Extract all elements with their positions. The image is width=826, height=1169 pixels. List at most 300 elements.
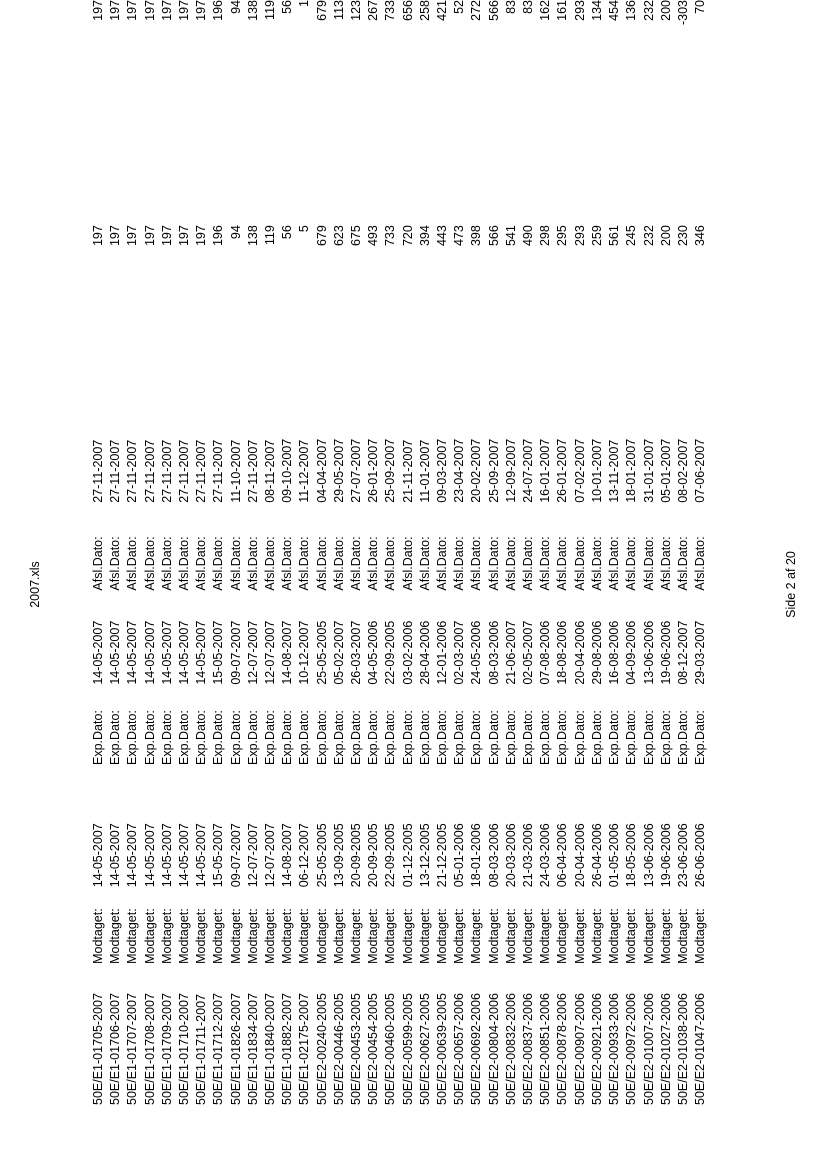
table-row	[520, 0, 537, 1105]
afsl-label: Afsl.Dato:	[675, 536, 690, 591]
received-label: Modtaget:	[538, 908, 553, 964]
afsl-label: Afsl.Dato:	[280, 536, 295, 591]
exp-date: 18-01-2006	[469, 823, 484, 888]
exp-date: 01-05-2006	[607, 823, 622, 888]
end-date: 09-10-2007	[280, 438, 295, 503]
afsl-label: Afsl.Dato:	[624, 536, 639, 591]
table-row	[365, 0, 382, 1105]
afsl-date: 29-03-2007	[693, 620, 708, 685]
exp-label: Exp.Dato:	[263, 710, 278, 766]
value-a: 679	[314, 225, 329, 247]
exp-label: Exp.Dato:	[331, 710, 346, 766]
case-number: 50E/E2-00599-2005	[400, 993, 415, 1105]
afsl-date: 07-08-2006	[538, 620, 553, 685]
exp-date: 06-12-2007	[297, 823, 312, 888]
exp-label: Exp.Dato:	[159, 710, 174, 766]
received-label: Modtaget:	[108, 908, 123, 964]
value-a: 119	[263, 225, 278, 246]
table-row	[193, 0, 210, 1105]
afsl-label: Afsl.Dato:	[142, 536, 157, 591]
received-label: Modtaget:	[658, 908, 673, 964]
exp-label: Exp.Dato:	[366, 710, 381, 766]
value-a: 493	[366, 225, 381, 247]
case-number: 50E/E2-00804-2006	[486, 993, 501, 1105]
received-label: Modtaget:	[572, 908, 587, 964]
table-row	[142, 0, 159, 1105]
afsl-date: 19-06-2006	[658, 620, 673, 685]
exp-label: Exp.Dato:	[314, 710, 329, 766]
afsl-date: 13-06-2006	[641, 620, 656, 685]
afsl-label: Afsl.Dato:	[177, 536, 192, 591]
exp-date: 13-12-2005	[417, 823, 432, 888]
value-b: 197	[91, 0, 105, 21]
case-number: 50E/E2-00878-2006	[555, 993, 570, 1105]
exp-label: Exp.Dato:	[693, 710, 708, 766]
exp-date: 14-05-2007	[194, 823, 209, 888]
end-date: 27-11-2007	[194, 439, 209, 503]
case-number: 50E/E2-00972-2006	[624, 993, 639, 1105]
value-a: 541	[503, 225, 518, 247]
end-date: 24-07-2007	[521, 438, 536, 503]
afsl-date: 14-08-2007	[280, 620, 295, 685]
value-b: 197	[125, 0, 140, 21]
table-row	[262, 0, 279, 1105]
end-date: 26-01-2007	[366, 438, 381, 503]
table-row	[623, 0, 640, 1105]
exp-label: Exp.Dato:	[417, 710, 432, 766]
exp-date: 21-03-2006	[521, 823, 536, 888]
table-row	[417, 0, 434, 1105]
exp-label: Exp.Dato:	[607, 710, 622, 766]
value-a: 5	[297, 225, 312, 233]
table-row	[589, 0, 606, 1105]
exp-label: Exp.Dato:	[538, 710, 553, 766]
afsl-label: Afsl.Dato:	[572, 536, 587, 591]
table-row	[331, 0, 348, 1105]
received-label: Modtaget:	[280, 908, 295, 964]
value-a: 197	[91, 225, 105, 247]
case-number: 50E/E2-00692-2006	[469, 993, 484, 1105]
exp-date: 13-06-2006	[641, 823, 656, 888]
table-row	[606, 0, 623, 1105]
case-number: 50E/E2-01007-2006	[641, 993, 656, 1105]
end-date: 27-11-2007	[211, 439, 226, 503]
afsl-label: Afsl.Dato:	[366, 536, 381, 591]
afsl-label: Afsl.Dato:	[91, 536, 105, 591]
value-a: 298	[538, 225, 553, 247]
end-date: 31-01-2007	[641, 438, 656, 503]
exp-date: 23-06-2006	[675, 823, 690, 888]
table-row	[554, 0, 571, 1105]
value-a: 720	[400, 225, 415, 247]
afsl-date: 14-05-2007	[142, 620, 157, 685]
end-date: 20-02-2007	[469, 438, 484, 503]
exp-label: Exp.Dato:	[349, 710, 364, 766]
afsl-date: 14-05-2007	[194, 620, 209, 685]
afsl-date: 14-05-2007	[125, 620, 140, 685]
afsl-date: 18-08-2006	[555, 620, 570, 685]
afsl-label: Afsl.Dato:	[693, 536, 708, 591]
end-date: 29-05-2007	[331, 438, 346, 503]
case-number: 50E/E1-01706-2007	[108, 993, 123, 1105]
value-b: 161	[555, 0, 570, 21]
afsl-label: Afsl.Dato:	[314, 536, 329, 591]
afsl-label: Afsl.Dato:	[400, 536, 415, 591]
value-a: 675	[349, 225, 364, 247]
value-b: 197	[142, 0, 157, 21]
table-row	[159, 0, 176, 1105]
table-row	[434, 0, 451, 1105]
table-row	[451, 0, 468, 1105]
exp-label: Exp.Dato:	[245, 710, 260, 766]
value-a: 232	[641, 225, 656, 247]
value-b: 83	[503, 0, 518, 14]
exp-date: 14-08-2007	[280, 823, 295, 888]
exp-label: Exp.Dato:	[555, 710, 570, 766]
received-label: Modtaget:	[177, 908, 192, 964]
table-row	[468, 0, 485, 1105]
received-label: Modtaget:	[383, 908, 398, 964]
table-row	[245, 0, 262, 1105]
end-date: 11-10-2007	[228, 439, 243, 503]
value-a: 230	[675, 225, 690, 247]
end-date: 12-09-2007	[503, 438, 518, 503]
exp-label: Exp.Dato:	[194, 710, 209, 766]
received-label: Modtaget:	[366, 908, 381, 964]
received-label: Modtaget:	[314, 908, 329, 964]
exp-date: 14-05-2007	[91, 823, 105, 888]
afsl-label: Afsl.Dato:	[194, 536, 209, 591]
afsl-date: 25-05-2005	[314, 620, 329, 685]
received-label: Modtaget:	[693, 908, 708, 964]
received-label: Modtaget:	[159, 908, 174, 964]
case-number: 50E/E2-00453-2005	[349, 993, 364, 1105]
afsl-label: Afsl.Dato:	[641, 536, 656, 591]
table-row	[400, 0, 417, 1105]
afsl-date: 22-09-2005	[383, 620, 398, 685]
afsl-date: 04-05-2006	[366, 620, 381, 685]
received-label: Modtaget:	[245, 908, 260, 964]
afsl-label: Afsl.Dato:	[297, 536, 312, 591]
afsl-date: 20-04-2006	[572, 620, 587, 685]
end-date: 26-01-2007	[555, 438, 570, 503]
end-date: 07-06-2007	[693, 438, 708, 503]
exp-date: 06-04-2006	[555, 823, 570, 888]
file-title: 2007.xls	[28, 561, 42, 608]
case-number: 50E/E2-01027-2006	[658, 993, 673, 1105]
afsl-label: Afsl.Dato:	[521, 536, 536, 591]
exp-date: 18-05-2006	[624, 823, 639, 888]
afsl-date: 10-12-2007	[297, 620, 312, 685]
exp-date: 13-09-2005	[331, 823, 346, 888]
value-b: 197	[108, 0, 123, 21]
afsl-date: 15-05-2007	[211, 620, 226, 685]
case-number: 50E/E1-02175-2007	[297, 993, 312, 1105]
value-b: 679	[314, 0, 329, 21]
value-b: 293	[572, 0, 587, 21]
exp-date: 08-03-2006	[486, 823, 501, 888]
case-table	[90, 0, 709, 1105]
end-date: 21-11-2007	[400, 439, 415, 503]
afsl-label: Afsl.Dato:	[589, 536, 604, 591]
value-b: 196	[211, 0, 226, 21]
end-date: 27-07-2007	[349, 438, 364, 503]
table-row	[176, 0, 193, 1105]
value-a: 346	[693, 225, 708, 247]
end-date: 18-01-2007	[624, 438, 639, 503]
value-b: -303	[675, 0, 690, 26]
afsl-label: Afsl.Dato:	[486, 536, 501, 591]
end-date: 27-11-2007	[177, 439, 192, 503]
afsl-date: 03-02-2006	[400, 620, 415, 685]
exp-date: 14-05-2007	[177, 823, 192, 888]
case-number: 50E/E2-00907-2006	[572, 993, 587, 1105]
received-label: Modtaget:	[589, 908, 604, 964]
value-a: 196	[211, 225, 226, 247]
value-a: 623	[331, 225, 346, 247]
case-number: 50E/E1-01840-2007	[263, 993, 278, 1105]
received-label: Modtaget:	[452, 908, 467, 964]
afsl-date: 12-07-2007	[263, 620, 278, 685]
value-a: 394	[417, 225, 432, 247]
end-date: 04-04-2007	[314, 438, 329, 503]
exp-label: Exp.Dato:	[177, 710, 192, 766]
case-number: 50E/E2-01038-2006	[675, 993, 690, 1105]
afsl-date: 04-09-2006	[624, 620, 639, 685]
value-a: 398	[469, 225, 484, 247]
value-b: 197	[159, 0, 174, 21]
value-b: 197	[194, 0, 209, 21]
exp-label: Exp.Dato:	[486, 710, 501, 766]
table-row	[124, 0, 141, 1105]
exp-date: 25-05-2005	[314, 823, 329, 888]
afsl-label: Afsl.Dato:	[349, 536, 364, 591]
table-row	[279, 0, 296, 1105]
end-date: 27-11-2007	[91, 439, 105, 503]
received-label: Modtaget:	[142, 908, 157, 964]
exp-label: Exp.Dato:	[675, 710, 690, 766]
value-b: 119	[263, 0, 278, 20]
exp-date: 20-03-2006	[503, 823, 518, 888]
afsl-label: Afsl.Dato:	[383, 536, 398, 591]
value-a: 197	[177, 225, 192, 247]
exp-label: Exp.Dato:	[211, 710, 226, 766]
value-b: 656	[400, 0, 415, 21]
table-row	[486, 0, 503, 1105]
afsl-date: 14-05-2007	[91, 620, 105, 685]
received-label: Modtaget:	[91, 908, 105, 964]
afsl-label: Afsl.Dato:	[469, 536, 484, 591]
value-a: 138	[245, 225, 260, 247]
case-number: 50E/E1-01711-2007	[194, 994, 209, 1105]
case-number: 50E/E1-01710-2007	[177, 993, 192, 1105]
end-date: 23-04-2007	[452, 438, 467, 503]
table-row	[641, 0, 658, 1105]
exp-label: Exp.Dato:	[297, 710, 312, 766]
case-number: 50E/E2-00851-2006	[538, 993, 553, 1105]
table-row	[537, 0, 554, 1105]
end-date: 27-11-2007	[125, 439, 140, 503]
value-b: 70	[693, 0, 708, 14]
value-a: 443	[435, 225, 450, 247]
end-date: 05-01-2007	[658, 438, 673, 503]
value-a: 295	[555, 225, 570, 247]
afsl-label: Afsl.Dato:	[228, 536, 243, 591]
received-label: Modtaget:	[349, 908, 364, 964]
table-row	[228, 0, 245, 1105]
afsl-label: Afsl.Dato:	[435, 536, 450, 591]
value-b: 232	[641, 0, 656, 21]
end-date: 27-11-2007	[159, 439, 174, 503]
table-row	[572, 0, 589, 1105]
exp-date: 14-05-2007	[108, 823, 123, 888]
value-a: 259	[589, 225, 604, 247]
exp-label: Exp.Dato:	[125, 710, 140, 766]
afsl-label: Afsl.Dato:	[245, 536, 260, 591]
value-b: 162	[538, 0, 553, 21]
value-b: 733	[383, 0, 398, 21]
table-row	[348, 0, 365, 1105]
case-number: 50E/E1-01709-2007	[159, 993, 174, 1105]
exp-label: Exp.Dato:	[521, 710, 536, 766]
afsl-label: Afsl.Dato:	[125, 536, 140, 591]
value-b: 113	[331, 0, 346, 20]
table-row	[107, 0, 124, 1105]
exp-date: 24-03-2006	[538, 823, 553, 888]
received-label: Modtaget:	[624, 908, 639, 964]
received-label: Modtaget:	[607, 908, 622, 964]
received-label: Modtaget:	[194, 908, 209, 964]
value-b: 200	[658, 0, 673, 21]
exp-date: 09-07-2007	[228, 823, 243, 888]
value-a: 94	[228, 225, 243, 240]
afsl-date: 12-01-2006	[435, 620, 450, 685]
case-number: 50E/E2-00446-2005	[331, 993, 346, 1105]
afsl-date: 12-07-2007	[245, 620, 260, 685]
value-a: 200	[658, 225, 673, 247]
afsl-label: Afsl.Dato:	[417, 536, 432, 591]
received-label: Modtaget:	[417, 908, 432, 964]
afsl-date: 21-06-2007	[503, 620, 518, 685]
exp-label: Exp.Dato:	[658, 710, 673, 766]
case-number: 50E/E1-01834-2007	[245, 993, 260, 1105]
case-number: 50E/E1-01705-2007	[91, 993, 105, 1105]
afsl-date: 24-05-2006	[469, 620, 484, 685]
afsl-label: Afsl.Dato:	[263, 536, 278, 591]
case-number: 50E/E2-00460-2005	[383, 993, 398, 1105]
value-a: 473	[452, 225, 467, 247]
value-b: 94	[228, 0, 243, 14]
end-date: 25-09-2007	[486, 438, 501, 503]
exp-date: 14-05-2007	[142, 823, 157, 888]
received-label: Modtaget:	[263, 908, 278, 964]
exp-label: Exp.Dato:	[452, 710, 467, 766]
received-label: Modtaget:	[675, 908, 690, 964]
value-b: 421	[435, 0, 450, 21]
afsl-label: Afsl.Dato:	[538, 536, 553, 591]
afsl-date: 16-08-2006	[607, 620, 622, 685]
exp-label: Exp.Dato:	[624, 710, 639, 766]
afsl-date: 08-03-2006	[486, 620, 501, 685]
exp-label: Exp.Dato:	[142, 710, 157, 766]
value-b: 272	[469, 0, 484, 21]
exp-label: Exp.Dato:	[108, 710, 123, 766]
end-date: 09-03-2007	[435, 438, 450, 503]
table-row	[90, 0, 107, 1105]
table-row	[210, 0, 227, 1105]
case-number: 50E/E1-01712-2007	[211, 993, 226, 1105]
value-a: 197	[142, 225, 157, 247]
afsl-label: Afsl.Dato:	[658, 536, 673, 591]
exp-date: 26-04-2006	[589, 823, 604, 888]
afsl-label: Afsl.Dato:	[607, 536, 622, 591]
end-date: 27-11-2007	[108, 439, 123, 503]
case-number: 50E/E2-00832-2006	[503, 993, 518, 1105]
case-number: 50E/E2-01047-2006	[693, 993, 708, 1105]
exp-date: 26-06-2006	[693, 823, 708, 888]
exp-label: Exp.Dato:	[228, 710, 243, 766]
value-b: 454	[607, 0, 622, 21]
afsl-date: 14-05-2007	[177, 620, 192, 685]
value-a: 490	[521, 225, 536, 247]
value-a: 561	[607, 225, 622, 247]
exp-date: 14-05-2007	[125, 823, 140, 888]
exp-label: Exp.Dato:	[589, 710, 604, 766]
case-number: 50E/E1-01707-2007	[125, 993, 140, 1105]
case-number: 50E/E1-01708-2007	[142, 993, 157, 1105]
exp-label: Exp.Dato:	[91, 710, 105, 766]
received-label: Modtaget:	[555, 908, 570, 964]
afsl-date: 09-07-2007	[228, 620, 243, 685]
exp-label: Exp.Dato:	[641, 710, 656, 766]
end-date: 25-09-2007	[383, 438, 398, 503]
exp-date: 20-09-2005	[366, 823, 381, 888]
exp-label: Exp.Dato:	[469, 710, 484, 766]
exp-date: 12-07-2007	[263, 823, 278, 888]
case-number: 50E/E2-00837-2006	[521, 993, 536, 1105]
value-b: 258	[417, 0, 432, 21]
value-b: 56	[280, 0, 295, 14]
afsl-label: Afsl.Dato:	[452, 536, 467, 591]
end-date: 08-02-2007	[675, 438, 690, 503]
value-b: 52	[452, 0, 467, 14]
afsl-date: 14-05-2007	[159, 620, 174, 685]
end-date: 16-01-2007	[538, 438, 553, 503]
received-label: Modtaget:	[228, 908, 243, 964]
value-a: 197	[108, 225, 123, 247]
afsl-date: 26-03-2007	[349, 620, 364, 685]
case-number: 50E/E2-00627-2005	[417, 993, 432, 1105]
table-row	[675, 0, 692, 1105]
value-a: 197	[159, 225, 174, 247]
afsl-label: Afsl.Dato:	[159, 536, 174, 591]
value-b: 267	[366, 0, 381, 21]
value-b: 1	[297, 0, 312, 7]
afsl-label: Afsl.Dato:	[555, 536, 570, 591]
received-label: Modtaget:	[521, 908, 536, 964]
value-a: 197	[194, 225, 209, 247]
case-number: 50E/E2-00921-2006	[589, 993, 604, 1105]
table-row	[503, 0, 520, 1105]
afsl-label: Afsl.Dato:	[331, 536, 346, 591]
received-label: Modtaget:	[469, 908, 484, 964]
exp-date: 21-12-2005	[435, 823, 450, 888]
end-date: 13-11-2007	[607, 439, 622, 503]
case-table-body	[90, 0, 709, 1105]
exp-date: 01-12-2005	[400, 823, 415, 888]
exp-label: Exp.Dato:	[400, 710, 415, 766]
afsl-date: 08-12-2007	[675, 620, 690, 685]
